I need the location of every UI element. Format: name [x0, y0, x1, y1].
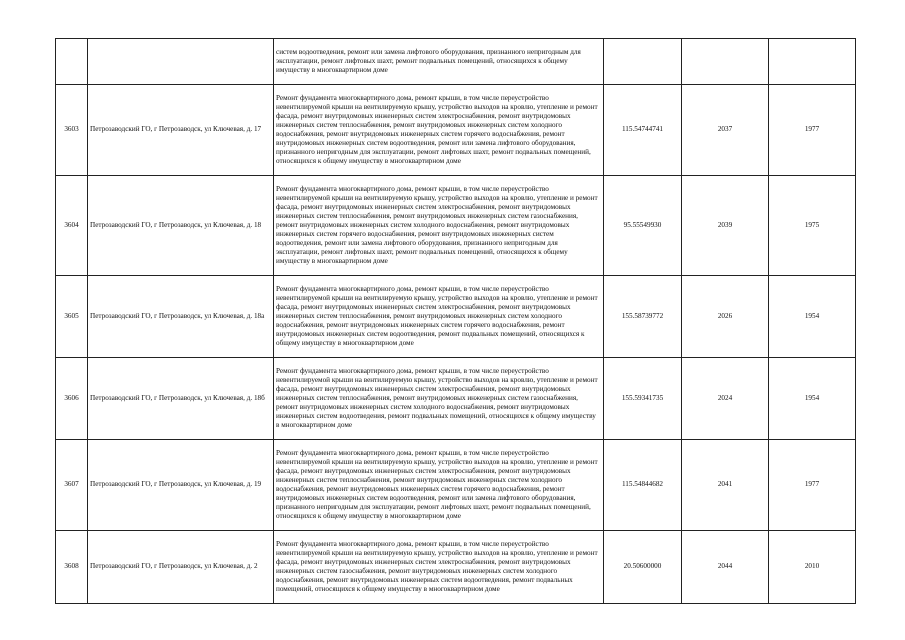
build-year	[769, 39, 856, 85]
build-year: 1977	[769, 440, 856, 531]
planned-year	[682, 39, 769, 85]
repair-works: Ремонт фундамента многоквартирного дома, ремонт крыши, в том числе переустройство невентилируемой крыши на вентилируемую крышу, устройство выходов на кровлю, утепление и ремонт фасада, ремонт внутридомовых инженерных систем электроснабжения, ремонт внутридомовых инженерных систем теплоснабжения, ремонт внутридомовых инженерных систем холодного водоснабжения, ремонт внутридомовых инженерных систем горячего водоснабжения, ремонт внутридомовых инженерных систем водоотведения, ремонт подвальных помещений, относящихся к общему имуществу в многоквартирном доме	[274, 276, 604, 358]
repair-works: Ремонт фундамента многоквартирного дома, ремонт крыши, в том числе переустройство невентилируемой крыши на вентилируемую крышу, устройство выходов на кровлю, утепление и ремонт фасада, ремонт внутридомовых инженерных систем электроснабжения, ремонт внутридомовых инженерных систем теплоснабжения, ремонт внутридомовых инженерных систем газоснабжения, ремонт внутридомовых инженерных систем холодного водоснабжения, ремонт внутридомовых инженерных систем водоотведения, ремонт подвальных помещений, относящихся к общему имуществу в многоквартирном доме	[274, 358, 604, 440]
building-address: Петрозаводский ГО, г Петрозаводск, ул Ключевая, д. 18б	[88, 358, 274, 440]
build-year: 1954	[769, 358, 856, 440]
table-row	[56, 440, 856, 531]
build-year: 2010	[769, 531, 856, 604]
build-year: 1954	[769, 276, 856, 358]
planned-year: 2037	[682, 85, 769, 176]
repair-works: Ремонт фундамента многоквартирного дома, ремонт крыши, в том числе переустройство невентилируемой крыши на вентилируемую крышу, устройство выходов на кровлю, утепление и ремонт фасада, ремонт внутридомовых инженерных систем электроснабжения, ремонт внутридомовых инженерных систем теплоснабжения, ремонт внутридомовых инженерных систем газоснабжения, ремонт внутридомовых инженерных систем холодного водоснабжения, ремонт внутридомовых инженерных систем горячего водоснабжения, ремонт внутридомовых инженерных систем водоотведения, ремонт или замена лифтового оборудования, признанного непригодным для эксплуатации, ремонт лифтовых шахт, ремонт подвальных помещений, относящихся к общему имуществу в многоквартирном доме	[274, 176, 604, 276]
repair-cost: 115.54844682	[604, 440, 682, 531]
repair-works: Ремонт фундамента многоквартирного дома, ремонт крыши, в том числе переустройство невентилируемой крыши на вентилируемую крышу, устройство выходов на кровлю, утепление и ремонт фасада, ремонт внутридомовых инженерных систем электроснабжения, ремонт внутридомовых инженерных систем теплоснабжения, ремонт внутридомовых инженерных систем холодного водоснабжения, ремонт внутридомовых инженерных систем горячего водоснабжения, ремонт внутридомовых инженерных систем водоотведения, ремонт или замена лифтового оборудования, признанного непригодным для эксплуатации, ремонт лифтовых шахт, ремонт подвальных помещений, относящихся к общему имуществу в многоквартирном доме	[274, 85, 604, 176]
planned-year: 2039	[682, 176, 769, 276]
table-row	[56, 176, 856, 276]
planned-year: 2024	[682, 358, 769, 440]
row-number	[56, 39, 88, 85]
repair-works: Ремонт фундамента многоквартирного дома, ремонт крыши, в том числе переустройство невентилируемой крыши на вентилируемую крышу, устройство выходов на кровлю, утепление и ремонт фасада, ремонт внутридомовых инженерных систем электроснабжения, ремонт внутридомовых инженерных систем теплоснабжения, ремонт внутридомовых инженерных систем холодного водоснабжения, ремонт внутридомовых инженерных систем горячего водоснабжения, ремонт внутридомовых инженерных систем водоотведения, ремонт или замена лифтового оборудования, признанного непригодным для эксплуатации, ремонт лифтовых шахт, ремонт подвальных помещений, относящихся к общему имуществу в многоквартирном доме	[274, 440, 604, 531]
repair-cost: 155.58739772	[604, 276, 682, 358]
row-number: 3604	[56, 176, 88, 276]
row-number: 3606	[56, 358, 88, 440]
building-address: Петрозаводский ГО, г Петрозаводск, ул Ключевая, д. 18	[88, 176, 274, 276]
repair-cost: 95.55549930	[604, 176, 682, 276]
repair-cost	[604, 39, 682, 85]
repair-cost: 115.54744741	[604, 85, 682, 176]
table-row	[56, 85, 856, 176]
repair-works: систем водоотведения, ремонт или замена лифтового оборудования, признанного непригодным для эксплуатации, ремонт лифтовых шахт, ремонт подвальных помещений, относящихся к общему имуществу в многоквартирном доме	[274, 39, 604, 85]
planned-year: 2026	[682, 276, 769, 358]
repair-cost: 20.50600000	[604, 531, 682, 604]
building-address: Петрозаводский ГО, г Петрозаводск, ул Ключевая, д. 17	[88, 85, 274, 176]
row-number: 3608	[56, 531, 88, 604]
building-address: Петрозаводский ГО, г Петрозаводск, ул Ключевая, д. 19	[88, 440, 274, 531]
row-number: 3603	[56, 85, 88, 176]
repair-works: Ремонт фундамента многоквартирного дома, ремонт крыши, в том числе переустройство невентилируемой крыши на вентилируемую крышу, устройство выходов на кровлю, утепление и ремонт фасада, ремонт внутридомовых инженерных систем электроснабжения, ремонт внутридомовых инженерных систем газоснабжения, ремонт внутридомовых инженерных систем холодного водоснабжения, ремонт внутридомовых инженерных систем водоотведения, ремонт подвальных помещений, относящихся к общему имуществу в многоквартирном доме	[274, 531, 604, 604]
building-address: Петрозаводский ГО, г Петрозаводск, ул Ключевая, д. 2	[88, 531, 274, 604]
build-year: 1975	[769, 176, 856, 276]
planned-year: 2041	[682, 440, 769, 531]
capital-repair-table	[55, 38, 856, 604]
row-number: 3605	[56, 276, 88, 358]
planned-year: 2044	[682, 531, 769, 604]
table-row	[56, 358, 856, 440]
table-row	[56, 39, 856, 85]
table-row	[56, 531, 856, 604]
table-row	[56, 276, 856, 358]
row-number: 3607	[56, 440, 88, 531]
building-address	[88, 39, 274, 85]
repair-cost: 155.59341735	[604, 358, 682, 440]
building-address: Петрозаводский ГО, г Петрозаводск, ул Ключевая, д. 18а	[88, 276, 274, 358]
build-year: 1977	[769, 85, 856, 176]
